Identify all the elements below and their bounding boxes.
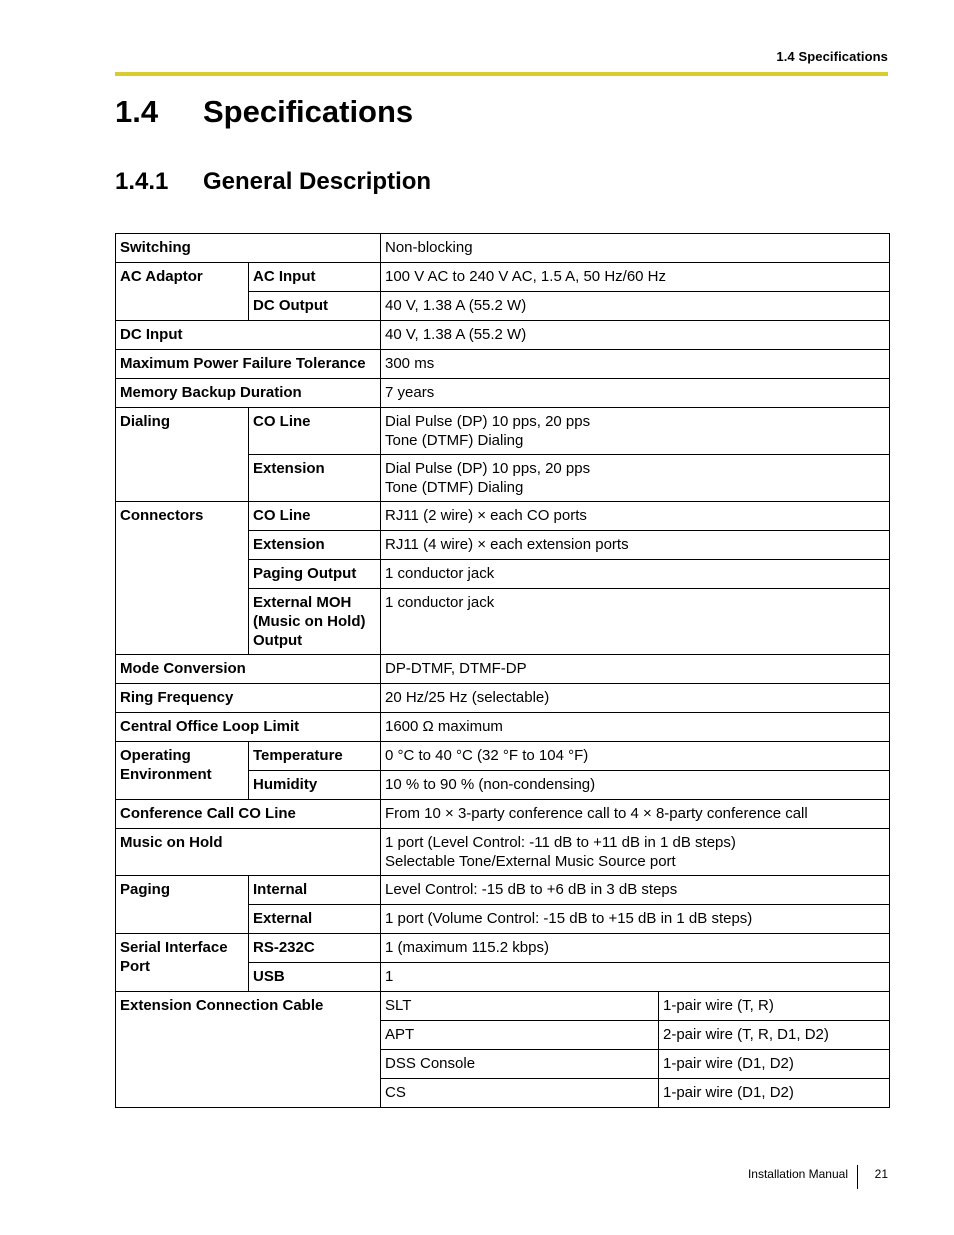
spec-value: 40 V, 1.38 A (55.2 W) xyxy=(381,321,890,350)
spec-label: Conference Call CO Line xyxy=(116,800,381,829)
table-row xyxy=(116,502,890,531)
spec-value-line: Dial Pulse (DP) 10 pps, 20 pps xyxy=(385,460,591,477)
spec-sublabel-line: (Music on Hold) xyxy=(253,613,366,630)
spec-value: 0 °C to 40 °C (32 °F to 104 °F) xyxy=(381,742,890,771)
spec-value: 1 conductor jack xyxy=(381,589,890,655)
spec-sublabel: Paging Output xyxy=(249,560,381,589)
section-number: 1.4 xyxy=(115,94,159,129)
table-row xyxy=(116,829,890,876)
spec-value: 40 V, 1.38 A (55.2 W) xyxy=(381,292,890,321)
table-row xyxy=(116,234,890,263)
spec-label: Ring Frequency xyxy=(116,684,381,713)
table-row xyxy=(116,408,890,455)
spec-value: From 10 × 3-party conference call to 4 × 8-party conference call xyxy=(381,800,890,829)
cable-type: DSS Console xyxy=(381,1050,659,1079)
page-number: 21 xyxy=(874,1167,888,1181)
spec-label: Paging xyxy=(116,876,249,934)
spec-label-line: Operating xyxy=(120,747,191,764)
cable-type: CS xyxy=(381,1079,659,1108)
subsection-number: 1.4.1 xyxy=(115,168,169,195)
table-row xyxy=(116,321,890,350)
header-rule xyxy=(115,72,888,76)
spec-label: Memory Backup Duration xyxy=(116,379,381,408)
spec-value: 1600 Ω maximum xyxy=(381,713,890,742)
footer-manual-name: Installation Manual xyxy=(747,1167,848,1181)
spec-sublabel: CO Line xyxy=(249,408,381,455)
running-header: 1.4 Specifications xyxy=(776,49,888,64)
table-row xyxy=(116,876,890,905)
spec-label-line: Environment xyxy=(120,766,212,783)
cable-wire: 1-pair wire (D1, D2) xyxy=(659,1079,890,1108)
spec-sublabel: Extension xyxy=(249,455,381,502)
table-row xyxy=(116,992,890,1021)
spec-label: Connectors xyxy=(116,502,249,655)
spec-label xyxy=(116,742,249,800)
spec-sublabel: DC Output xyxy=(249,292,381,321)
spec-label: Extension Connection Cable xyxy=(116,992,381,1108)
section-heading xyxy=(115,94,413,130)
table-row xyxy=(116,713,890,742)
spec-sublabel: Humidity xyxy=(249,771,381,800)
table-row xyxy=(116,934,890,963)
cable-type: APT xyxy=(381,1021,659,1050)
spec-value: 300 ms xyxy=(381,350,890,379)
spec-label: Music on Hold xyxy=(116,829,381,876)
spec-value xyxy=(381,408,890,455)
spec-value: 100 V AC to 240 V AC, 1.5 A, 50 Hz/60 Hz xyxy=(381,263,890,292)
spec-value: RJ11 (2 wire) × each CO ports xyxy=(381,502,890,531)
cable-wire: 1-pair wire (T, R) xyxy=(659,992,890,1021)
spec-value-line: Dial Pulse (DP) 10 pps, 20 pps xyxy=(385,413,591,430)
table-row xyxy=(116,350,890,379)
spec-sublabel xyxy=(249,589,381,655)
spec-sublabel: CO Line xyxy=(249,502,381,531)
spec-label: Switching xyxy=(116,234,381,263)
table-row xyxy=(116,742,890,771)
spec-value xyxy=(381,829,890,876)
spec-value-line: 1 port (Level Control: -11 dB to +11 dB in 1 dB steps) xyxy=(385,834,736,851)
spec-label: AC Adaptor xyxy=(116,263,249,321)
table-row xyxy=(116,379,890,408)
spec-sublabel: RS-232C xyxy=(249,934,381,963)
spec-value-line: Tone (DTMF) Dialing xyxy=(385,479,524,496)
spec-sublabel-line: External MOH xyxy=(253,594,352,611)
cable-wire: 2-pair wire (T, R, D1, D2) xyxy=(659,1021,890,1050)
spec-value: Non-blocking xyxy=(381,234,890,263)
spec-value: DP-DTMF, DTMF-DP xyxy=(381,655,890,684)
section-title: Specifications xyxy=(203,94,414,129)
spec-label: Central Office Loop Limit xyxy=(116,713,381,742)
spec-sublabel-line: Output xyxy=(253,632,303,649)
spec-label-line: Port xyxy=(120,958,150,975)
cable-wire: 1-pair wire (D1, D2) xyxy=(659,1050,890,1079)
spec-value: 1 conductor jack xyxy=(381,560,890,589)
cable-type: SLT xyxy=(381,992,659,1021)
table-row xyxy=(116,263,890,292)
spec-value xyxy=(381,455,890,502)
spec-sublabel: AC Input xyxy=(249,263,381,292)
table-row xyxy=(116,655,890,684)
spec-label: Mode Conversion xyxy=(116,655,381,684)
spec-sublabel: USB xyxy=(249,963,381,992)
spec-value: 1 (maximum 115.2 kbps) xyxy=(381,934,890,963)
spec-label: Dialing xyxy=(116,408,249,502)
spec-value: 1 xyxy=(381,963,890,992)
spec-value-line: Selectable Tone/External Music Source port xyxy=(385,853,676,870)
spec-value: Level Control: -15 dB to +6 dB in 3 dB steps xyxy=(381,876,890,905)
footer-divider xyxy=(857,1165,858,1189)
spec-sublabel: External xyxy=(249,905,381,934)
table-row xyxy=(116,684,890,713)
subsection-title: General Description xyxy=(203,168,432,195)
spec-sublabel: Internal xyxy=(249,876,381,905)
spec-label: Maximum Power Failure Tolerance xyxy=(116,350,381,379)
spec-label: DC Input xyxy=(116,321,381,350)
subsection-heading xyxy=(115,168,431,196)
spec-label-line: Serial Interface xyxy=(120,939,228,956)
spec-sublabel: Temperature xyxy=(249,742,381,771)
spec-value: 20 Hz/25 Hz (selectable) xyxy=(381,684,890,713)
spec-value: 1 port (Volume Control: -15 dB to +15 dB in 1 dB steps) xyxy=(381,905,890,934)
spec-value: RJ11 (4 wire) × each extension ports xyxy=(381,531,890,560)
spec-value: 10 % to 90 % (non-condensing) xyxy=(381,771,890,800)
spec-value-line: Tone (DTMF) Dialing xyxy=(385,432,524,449)
table-row xyxy=(116,800,890,829)
spec-label xyxy=(116,934,249,992)
spec-sublabel: Extension xyxy=(249,531,381,560)
spec-value: 7 years xyxy=(381,379,890,408)
specifications-table xyxy=(115,233,890,1108)
